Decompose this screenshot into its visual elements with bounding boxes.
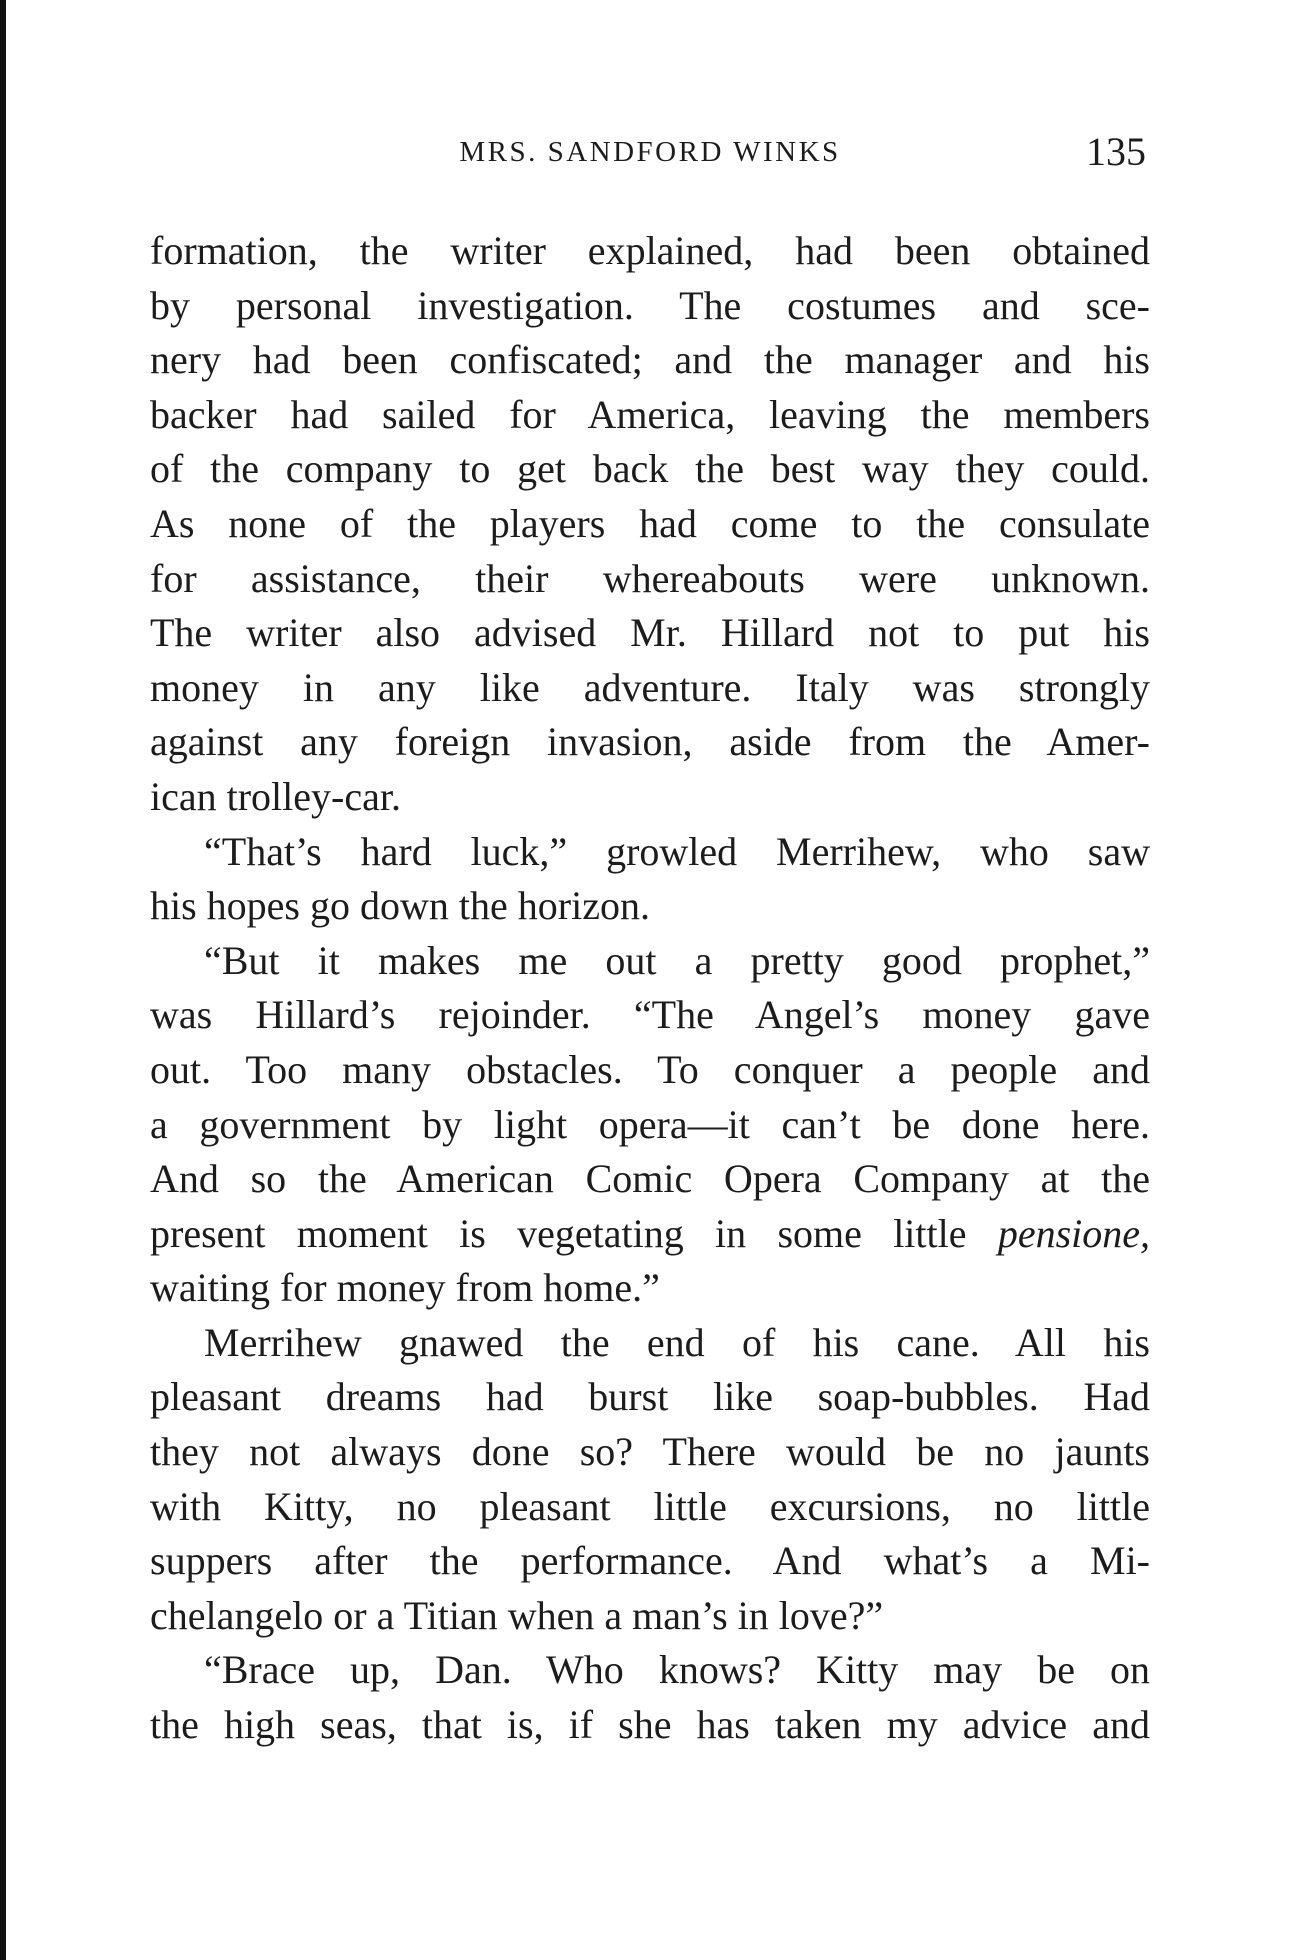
text-line: chelangelo or a Titian when a man’s in love?” [150,1592,884,1638]
text-line: “That’s hard luck,” growled Merrihew, who saw [204,828,1150,874]
text-line: money in any like adventure. Italy was strongly [150,664,1150,710]
text-line: the high seas, that is, if she has taken my advice and [150,1702,1150,1748]
text-line: out. Too many obstacles. To conquer a people and [150,1046,1150,1092]
text-line: by personal investigation. The costumes and sce- [150,282,1150,328]
running-title: MRS. SANDFORD WINKS [459,136,841,168]
page-edge [0,0,6,1960]
text-line: of the company to get back the best way they could. [150,446,1150,492]
text-line: “But it makes me out a pretty good prophet,” [204,937,1150,983]
text-line: his hopes go down the horizon. [150,883,650,929]
text-line: ican trolley-car. [150,773,401,819]
text-line: The writer also advised Mr. Hillard not to put his [150,610,1150,656]
text-line: waiting for money from home.” [150,1265,660,1311]
text-line: with Kitty, no pleasant little excursions, no little [150,1483,1150,1529]
text-line: against any foreign invasion, aside from the Amer- [150,719,1150,765]
text-line: for assistance, their whereabouts were unknown. [150,555,1150,601]
text-line: suppers after the performance. And what’s a Mi- [150,1538,1150,1584]
page-header [146,126,1154,178]
text-line: nery had been confiscated; and the manager and his [150,337,1150,383]
text-line: “Brace up, Dan. Who knows? Kitty may be on [204,1647,1150,1693]
text-line: And so the American Comic Opera Company at the [150,1156,1150,1202]
text-line: they not always done so? There would be no jaunts [150,1429,1150,1475]
page-number: 135 [1086,129,1146,174]
text-line: backer had sailed for America, leaving the members [150,391,1150,437]
text-line: pleasant dreams had burst like soap-bubbles. Had [150,1374,1150,1420]
text-line: present moment is vegetating in some little [150,1210,967,1256]
text-line: Merrihew gnawed the end of his cane. All his [204,1319,1150,1365]
text-line: formation, the writer explained, had been obtained [150,228,1150,273]
body-text [150,224,1150,1753]
text-line-with-italic [150,1207,1150,1262]
text-line: was Hillard’s rejoinder. “The Angel’s money gave [150,992,1150,1038]
italic-word: pensione, [997,1210,1151,1256]
text-line: a government by light opera—it can’t be done here. [150,1101,1150,1147]
text-line: As none of the players had come to the consulate [150,500,1150,546]
